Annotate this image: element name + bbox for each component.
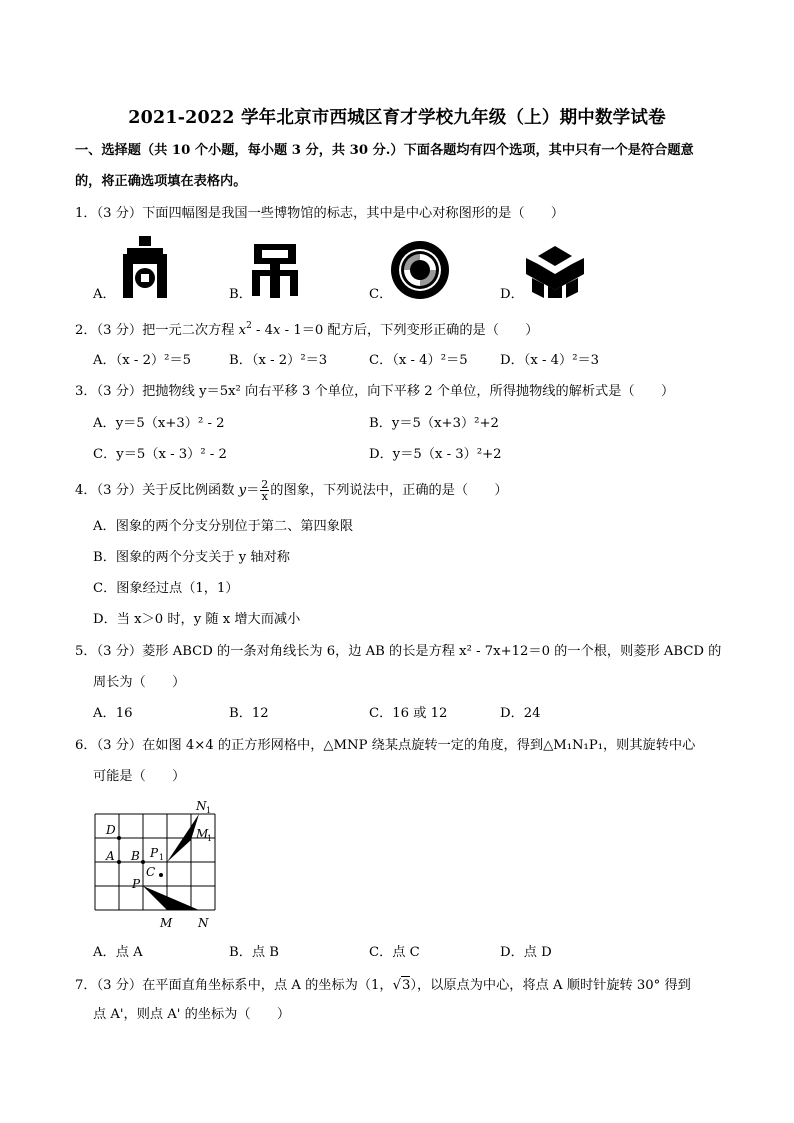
q5-option-b[interactable]: B．12 <box>229 706 269 721</box>
q6-grid-figure <box>90 800 230 944</box>
q4-option-d[interactable]: D．当 x＞0 时，y 随 x 增大而减小 <box>93 612 301 627</box>
q5-option-d[interactable]: D．24 <box>500 706 541 721</box>
page-title: 2021-2022 学年北京市西城区育才学校九年级（上）期中数学试卷 <box>128 108 666 128</box>
q1-option-c[interactable]: C． <box>369 287 393 302</box>
label-n1-sub: 1 <box>206 806 212 815</box>
logo-c-icon <box>390 240 450 304</box>
q6-stem-line2: 可能是（ ） <box>93 769 186 784</box>
label-m1: M <box>196 827 209 841</box>
q4-option-b[interactable]: B．图象的两个分支关于 y 轴对称 <box>93 550 290 565</box>
label-n1: N <box>196 799 207 813</box>
label-p: P <box>132 877 141 891</box>
logo-a-icon <box>117 236 173 302</box>
q2-option-c[interactable]: C．（x - 4）²＝5 <box>369 353 468 368</box>
label-m1-sub: 1 <box>207 834 213 843</box>
q4-option-a[interactable]: A．图象的两个分支分别位于第二、第四象限 <box>93 519 354 534</box>
q6-option-d[interactable]: D．点 D <box>500 945 552 960</box>
label-c: C <box>146 865 156 879</box>
q2-option-a[interactable]: A．（x - 2）²＝5 <box>93 353 192 368</box>
label-p1-sub: 1 <box>159 853 165 862</box>
q7-stem-line1: 7．（3 分）在平面直角坐标系中，点 A 的坐标为（1，√3），以原点为中心，将点 A 顺时针旋转 30° 得到 <box>75 978 691 993</box>
q4-fraction: $\frac{2}{x}$ <box>261 478 269 503</box>
section-heading-line2: 的，将正确选项填在表格内。 <box>75 174 247 189</box>
q1-option-b[interactable]: B． <box>229 287 252 302</box>
q5-option-a[interactable]: A．16 <box>93 706 133 721</box>
q3-option-d[interactable]: D．y＝5（x - 3）²+2 <box>369 447 502 462</box>
q3-stem: 3．（3 分）把抛物线 y＝5x² 向右平移 3 个单位，向下平移 2 个单位，所得抛物线的解析式是（ ） <box>75 384 675 399</box>
q6-option-a[interactable]: A．点 A <box>93 945 143 960</box>
q7-stem-line2: 点 A'，则点 A' 的坐标为（ ） <box>93 1007 291 1022</box>
q6-option-c[interactable]: C．点 C <box>369 945 420 960</box>
label-p1: P <box>150 846 159 860</box>
label-b: B <box>131 849 140 863</box>
q1-option-a[interactable]: A． <box>93 287 116 302</box>
q3-option-c[interactable]: C．y＝5（x - 3）² - 2 <box>93 447 227 462</box>
logo-d-icon <box>524 244 586 304</box>
label-n: N <box>198 916 209 930</box>
q1-option-d[interactable]: D． <box>500 287 524 302</box>
q3-option-a[interactable]: A．y＝5（x+3）² - 2 <box>93 416 225 431</box>
q2-stem: 2．（3 分）把一元二次方程 $x^2 - 4x - 1=0$ 配方后，下列变形正确的是（ ） <box>75 321 539 338</box>
q2-option-b[interactable]: B．（x - 2）²＝3 <box>229 353 328 368</box>
q6-stem-line1: 6．（3 分）在如图 4×4 的正方形网格中，△MNP 绕某点旋转一定的角度，得到△M₁N₁P₁，则其旋转中心 <box>75 738 696 753</box>
q5-option-c[interactable]: C．16 或 12 <box>369 706 448 721</box>
label-m: M <box>160 916 173 930</box>
label-a: A <box>106 849 115 863</box>
sqrt-symbol: √ <box>392 978 402 993</box>
q1-stem: 1．（3 分）下面四幅图是我国一些博物馆的标志，其中是中心对称图形的是（ ） <box>75 206 565 221</box>
section-heading-line1: 一、选择题（共 10 个小题，每小题 3 分，共 30 分.）下面各题均有四个选项，其中只有一个是符合题意 <box>75 143 694 158</box>
q6-option-b[interactable]: B．点 B <box>229 945 279 960</box>
q4-stem: 4．（3 分）关于反比例函数 y＝ $\frac{2}{x}$ 的图象，下列说法中，正确的是（ ） <box>75 478 508 503</box>
q3-option-b[interactable]: B．y＝5（x+3）²+2 <box>369 416 499 431</box>
q5-stem-line2: 周长为（ ） <box>93 675 186 690</box>
q2-option-d[interactable]: D．（x - 4）²＝3 <box>500 353 600 368</box>
q4-option-c[interactable]: C．图象经过点（1，1） <box>93 581 239 596</box>
label-d: D <box>106 823 116 837</box>
q5-stem-line1: 5．（3 分）菱形 ABCD 的一条对角线长为 6，边 AB 的长是方程 x² - 7x+12＝0 的一个根，则菱形 ABCD 的 <box>75 644 722 659</box>
logo-b-icon <box>250 242 300 302</box>
